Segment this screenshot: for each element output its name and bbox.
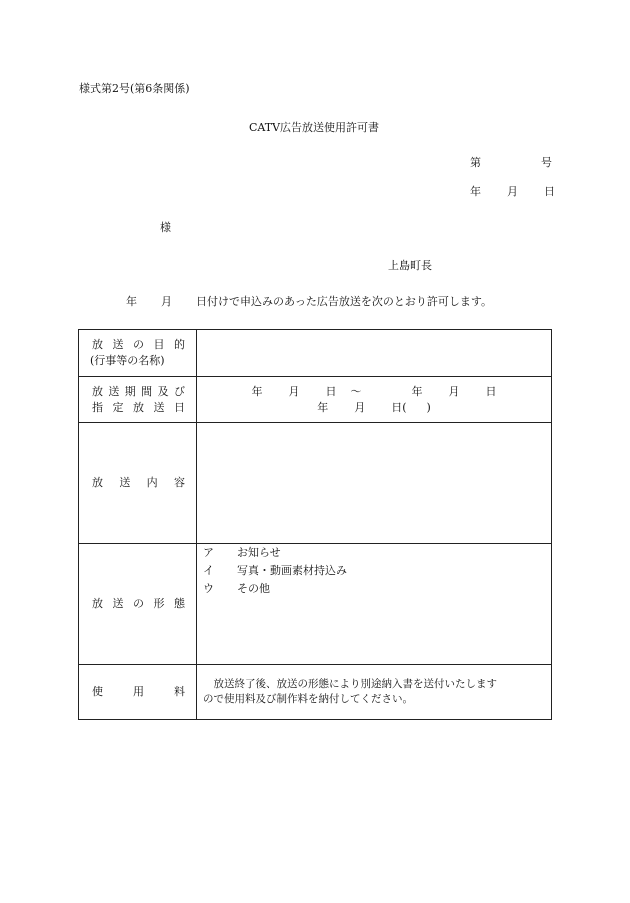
intro-sentence xyxy=(126,296,492,307)
fee-text-line-1: 放送終了後、放送の形態により別途納入書を送付いたします xyxy=(203,677,497,690)
intro-text: 日付けで申込みのあった広告放送を次のとおり許可します。 xyxy=(196,295,493,308)
format-label: 放 送 の 形 態 xyxy=(79,544,197,665)
fee-row xyxy=(79,665,552,720)
period-label-line-2: 指 定 放 送 日 xyxy=(92,400,185,414)
format-value xyxy=(197,544,552,665)
format-option-b[interactable]: イ 写真・動画素材持込み xyxy=(203,564,347,577)
recipient-suffix: 様 xyxy=(160,221,171,234)
number-prefix: 第 xyxy=(470,156,481,169)
date-day: 日 xyxy=(544,185,555,198)
number-line xyxy=(470,157,552,168)
number-suffix: 号 xyxy=(541,156,552,169)
fee-value xyxy=(197,665,552,720)
fee-text-line-2: ので使用料及び制作料を納付してください。 xyxy=(203,693,413,705)
document-title: CATV広告放送使用許可書 xyxy=(249,121,380,134)
date-month: 月 xyxy=(507,185,518,198)
purpose-label-line-1: 放 送 の 目 的 xyxy=(92,338,185,352)
intro-month: 月 xyxy=(161,295,172,308)
form-number: 様式第2号(第6条関係) xyxy=(79,82,190,95)
purpose-label-line-2: (行事等の名称) xyxy=(90,354,165,367)
content-label: 放 送 内 容 xyxy=(79,423,197,544)
format-option-c[interactable]: ウ その他 xyxy=(203,582,270,595)
fee-label: 使 用 料 xyxy=(79,665,197,720)
period-range-line: 年 月 日 ～ 年 月 日 xyxy=(251,384,497,398)
purpose-label xyxy=(79,330,197,377)
format-row xyxy=(79,544,552,665)
intro-year: 年 xyxy=(126,295,137,308)
period-label-line-1: 放 送 期 間 及 び xyxy=(92,384,185,398)
permit-table xyxy=(78,329,552,720)
content-value[interactable] xyxy=(197,423,552,544)
purpose-value[interactable] xyxy=(197,330,552,377)
issuer-name: 上島町長 xyxy=(388,259,432,272)
date-year: 年 xyxy=(470,185,481,198)
purpose-row xyxy=(79,330,552,377)
period-value[interactable] xyxy=(197,377,552,423)
period-designated-line: 年 月 日( ) xyxy=(317,400,431,414)
period-label xyxy=(79,377,197,423)
content-row xyxy=(79,423,552,544)
period-row xyxy=(79,377,552,423)
format-option-a[interactable]: ア お知らせ xyxy=(203,546,281,559)
date-line xyxy=(470,186,555,197)
